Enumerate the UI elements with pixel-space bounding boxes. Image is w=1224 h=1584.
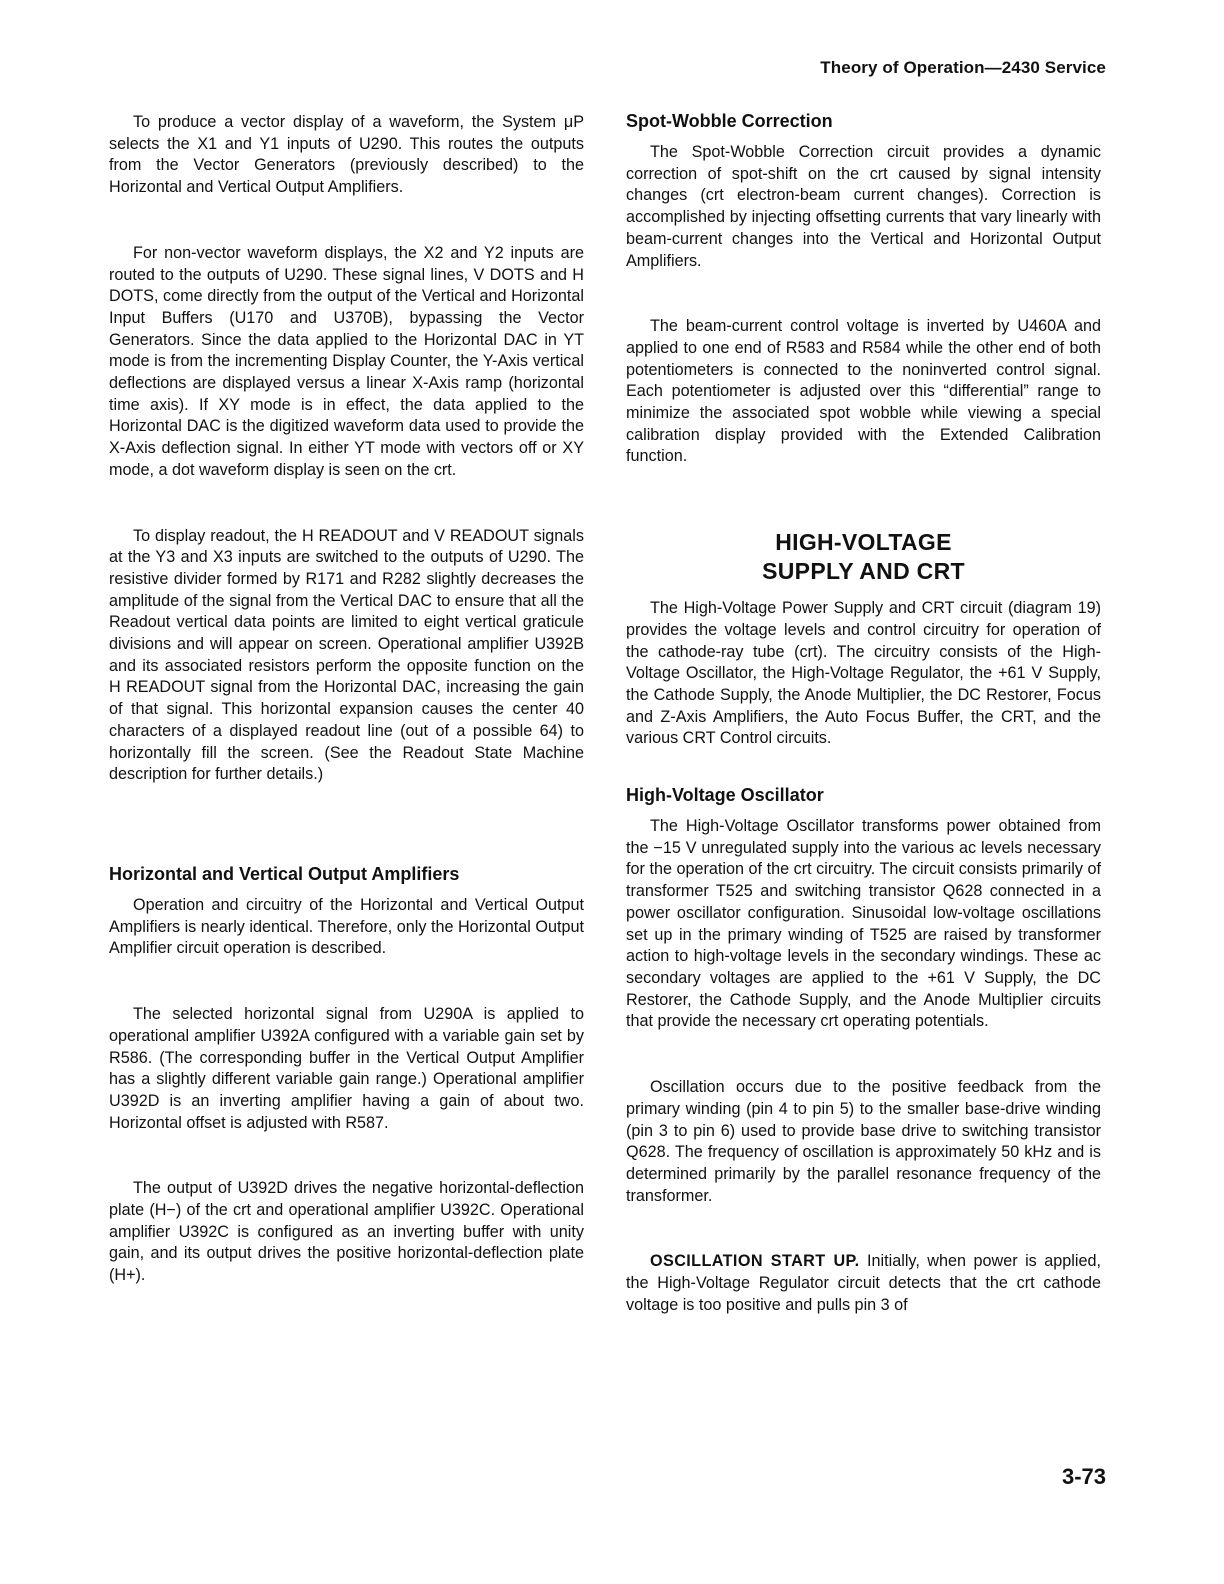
paragraph-non-vector-display: For non-vector waveform displays, the X2 and Y2 inputs are routed to the outputs of U290. These signal lines, V DOTS and H DOTS, come directly from the output of the Vertical and Horizontal Input Buffers (U170 and U370B), bypassing the Vector Generators. Since the data applied to the Horizontal DAC in YT mode is from the incrementing Display Counter, the Y-Axis vertical deflections are displayed versus a linear X-Axis ramp (horizontal time axis). If XY mode is in effect, the data applied to the Horizontal DAC is the digitized waveform data used to provide the X-Axis deflection signal. In either YT mode with vectors off or XY mode, a dot waveform display is seen on the crt. (109, 243, 584, 479)
subheading-spot-wobble: Spot-Wobble Correction (626, 111, 833, 131)
paragraph-oscillation-startup (626, 1251, 1101, 1316)
subheading-hv-oscillator: High-Voltage Oscillator (626, 785, 824, 806)
paragraph-beam-current: The beam-current control voltage is inverted by U460A and applied to one end of R583 and R584 while the other end of both potentiometers is connected to the noninverted control signal. Each potentiometer is adjusted over this “differential” range to minimize the associated spot wobble while viewing a special calibration display provided with the Extended Calibration function. (626, 317, 1101, 466)
section-title-line-1: HIGH-VOLTAGE (775, 529, 952, 556)
paragraph-horizontal-signal: The selected horizontal signal from U290A is applied to operational amplifier U392A configured with a variable gain set by R586. (The corresponding buffer in the Vertical Output Amplifier has a slightly different variable gain range.) Operational amplifier U392D is an inverting amplifier having a gain of about two. Horizontal offset is adjusted with R587. (109, 1005, 584, 1132)
runin-heading-oscillation-startup: OSCILLATION START UP. (650, 1252, 860, 1271)
section-title-line-2: SUPPLY AND CRT (762, 558, 965, 585)
subheading-output-amplifiers: Horizontal and Vertical Output Amplifiers (109, 863, 460, 884)
paragraph-oscillation-startup-text: Initially, when power is applied, the High-Voltage Regulator circuit detects that the crt cathode voltage is too positive and pulls pin 3 of (626, 1252, 1101, 1314)
page-number: 3-73 (1061, 1464, 1106, 1489)
paragraph-readout-display: To display readout, the H READOUT and V READOUT signals at the Y3 and X3 inputs are switched to the outputs of U290. The resistive divider formed by R171 and R282 slightly decreases the amplitude of the signal from the Vertical DAC to ensure that all the Readout vertical data points are limited to eight vertical graticule divisions and will appear on screen. Operational amplifier U392B and its associated resistors perform the opposite function on the H READOUT signal from the Horizontal DAC, increasing the gain of that signal. This horizontal expansion causes the center 40 characters of a displayed readout line (out of a possible 64) to horizontally fill the screen. (See the Readout State Machine description for further details.) (109, 526, 584, 784)
paragraph-oscillation-feedback: Oscillation occurs due to the positive feedback from the primary winding (pin 4 to pin 5) to the smaller base-drive winding (pin 3 to pin 6) used to provide base drive to switching transistor Q628. The frequency of oscillation is approximately 50 kHz and is determined primarily by the parallel resonance frequency of the transformer. (626, 1078, 1101, 1205)
left-column (109, 108, 584, 1287)
right-column (626, 108, 1101, 1316)
paragraph-vector-display: To produce a vector display of a waveform, the System μP selects the X1 and Y1 inputs of U290. This routes the outputs from the Vector Generators (previously described) to the Horizontal and Vertical Output Amplifiers. (109, 113, 584, 197)
paragraph-spot-wobble-intro: The Spot-Wobble Correction circuit provides a dynamic correction of spot-shift on the crt caused by signal intensity changes (crt electron-beam current changes). Correction is accomplished by injecting offsetting currents that vary linearly with beam-current changes into the Vertical and Horizontal Output Amplifiers. (626, 143, 1101, 270)
paragraph-hv-supply-overview: The High-Voltage Power Supply and CRT circuit (diagram 19) provides the voltage levels and control circuitry for operation of the cathode-ray tube (crt). The circuitry consists of the High-Voltage Oscillator, the High-Voltage Regulator, the +61 V Supply, the Cathode Supply, the Anode Multiplier, the DC Restorer, Focus and Z-Axis Amplifiers, the Auto Focus Buffer, the CRT, and the various CRT Control circuits. (626, 599, 1101, 748)
paragraph-hv-oscillator: The High-Voltage Oscillator transforms power obtained from the −15 V unregulated supply into the various ac levels necessary for the operation of the crt circuitry. The circuit consists primarily of transformer T525 and switching transistor Q628 connected in a power oscillator configuration. Sinusoidal low-voltage oscillations set up in the primary winding of T525 are raised by transformer action to high-voltage levels in the secondary windings. These ac secondary voltages are applied to the +61 V Supply, the DC Restorer, the Cathode Supply, and the Anode Multiplier circuits that provide the necessary crt operating potentials. (626, 817, 1101, 1031)
running-header: Theory of Operation—2430 Service (820, 58, 1106, 77)
paragraph-u392d-output: The output of U392D drives the negative horizontal-deflection plate (H−) of the crt and operational amplifier U392C. Operational amplifier U392C is configured as an inverting buffer with unity gain, and its output drives the positive horizontal-deflection plate (H+). (109, 1179, 584, 1285)
paragraph-amplifiers-intro: Operation and circuitry of the Horizontal and Vertical Output Amplifiers is nearly identical. Therefore, only the Horizontal Output Amplifier circuit operation is described. (109, 895, 584, 958)
section-title (626, 528, 1101, 586)
